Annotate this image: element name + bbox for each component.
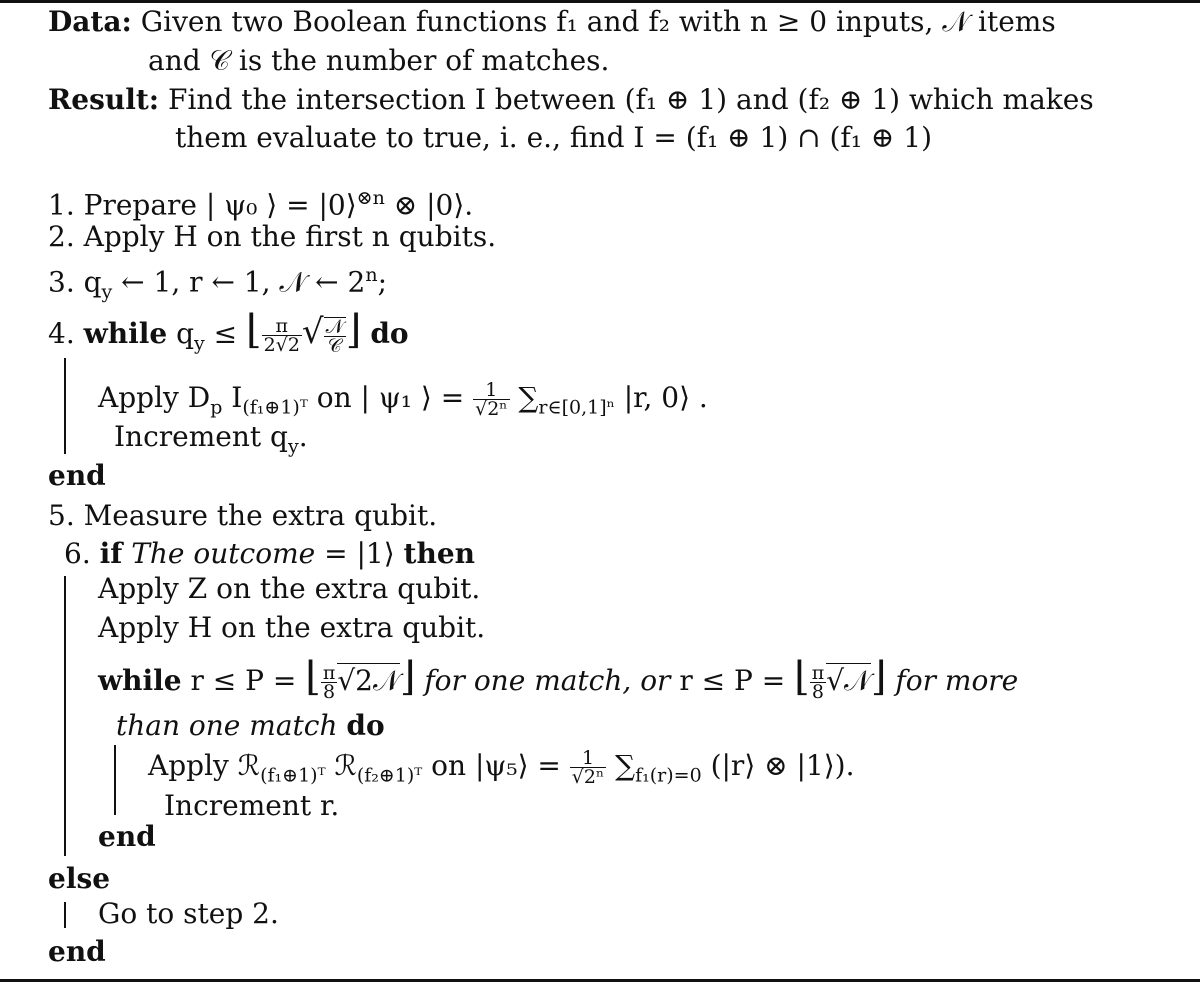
step-5: 5. Measure the extra qubit. [48,499,438,532]
result-line-1 [48,83,1094,117]
loop-bar-2 [114,745,116,815]
result-label: Result: [48,83,160,116]
step-4: 4. while $q_y$ ≤ ⌊ $\frac{\pi}{2√2}$ √ $\frac{\text{𝒩}}{\text{𝒞}}$ ⌋ do [48,307,409,357]
apply-z: Apply Z on the extra qubit. [98,572,481,605]
step-1: 1. Prepare | ψ₀ ⟩ = |0⟩$^{\otimes n}$ ⊗ |0⟩. [48,187,474,222]
while-keyword: while [83,317,168,350]
N-over-C: $\frac{\text{𝒩}}{\text{𝒞}}$ [325,315,344,357]
data-label: Data: [48,5,132,38]
while-2-line-1: while r ≤ P = ⌊ $\frac{\pi}{8}$ √2𝒩⌋ for one match, or r ≤ P = ⌊ $\frac{\pi}{8}$ √𝒩⌋ for more [98,654,1019,703]
end-3: end [48,935,106,968]
result-text-2: them evaluate to true, i. e., find I = (f₁ ⊕ 1) ∩ (f₁ ⊕ 1) [175,121,933,154]
result-line-2 [175,121,932,155]
bottom-rule [0,979,1200,982]
apply-h: Apply H on the extra qubit. [98,611,486,644]
inner-line-2: Increment $q_y$. [114,420,308,458]
top-rule [0,0,1200,3]
end-2: end [98,820,156,853]
data-line-1 [48,5,1056,39]
result-text-1: Find the intersection I between (f₁ ⊕ 1) and (f₂ ⊕ 1) which makes [168,83,1094,116]
step-6: 6. if The outcome = |1⟩ then [64,537,476,570]
apply-R: Apply ℛ$_{(f_1\oplus 1)ᵀ}$ ℛ$_{(f_2\oplus 1)ᵀ}$ on |ψ₅⟩ = $\frac{1}{\text{√2ⁿ}}$ $\sum_{f_1(r)=0}$ (|r⟩ ⊗ |1⟩). [148,747,855,788]
then-keyword: then [403,537,476,570]
data-text-2: and 𝒞 is the number of matches. [148,44,610,77]
step-2: 2. Apply H on the first n qubits. [48,220,497,253]
else-bar [64,902,66,928]
while-2-line-2: than one match do [116,709,385,742]
if-bar [64,576,66,856]
step-3: 3. $q_y$ ← 1, r ← 1, 𝒩 ← 2$^n$; [48,264,388,303]
increment-r: Increment r. [164,789,340,822]
data-line-2 [148,44,609,78]
data-text-1: Given two Boolean functions f₁ and f₂ with n ≥ 0 inputs, 𝒩 items [140,5,1056,38]
end-1: end [48,459,106,492]
pi-over-2sqrt2: $\frac{\pi}{2√2}$ [263,315,300,356]
else-keyword: else [48,862,111,895]
do-keyword: do [370,317,409,350]
inner-line-1: Apply $D_p$ $I_{(f_1\oplus 1)ᵀ}$ on | ψ₁ ⟩ = $\frac{1}{\text{√2ⁿ}}$ $\sum_{r\in[0,1]^n}$ |r, 0⟩ . [98,379,708,420]
goto-step-2: Go to step 2. [98,897,279,930]
if-keyword: if [99,537,123,570]
loop-bar-1 [64,358,66,454]
